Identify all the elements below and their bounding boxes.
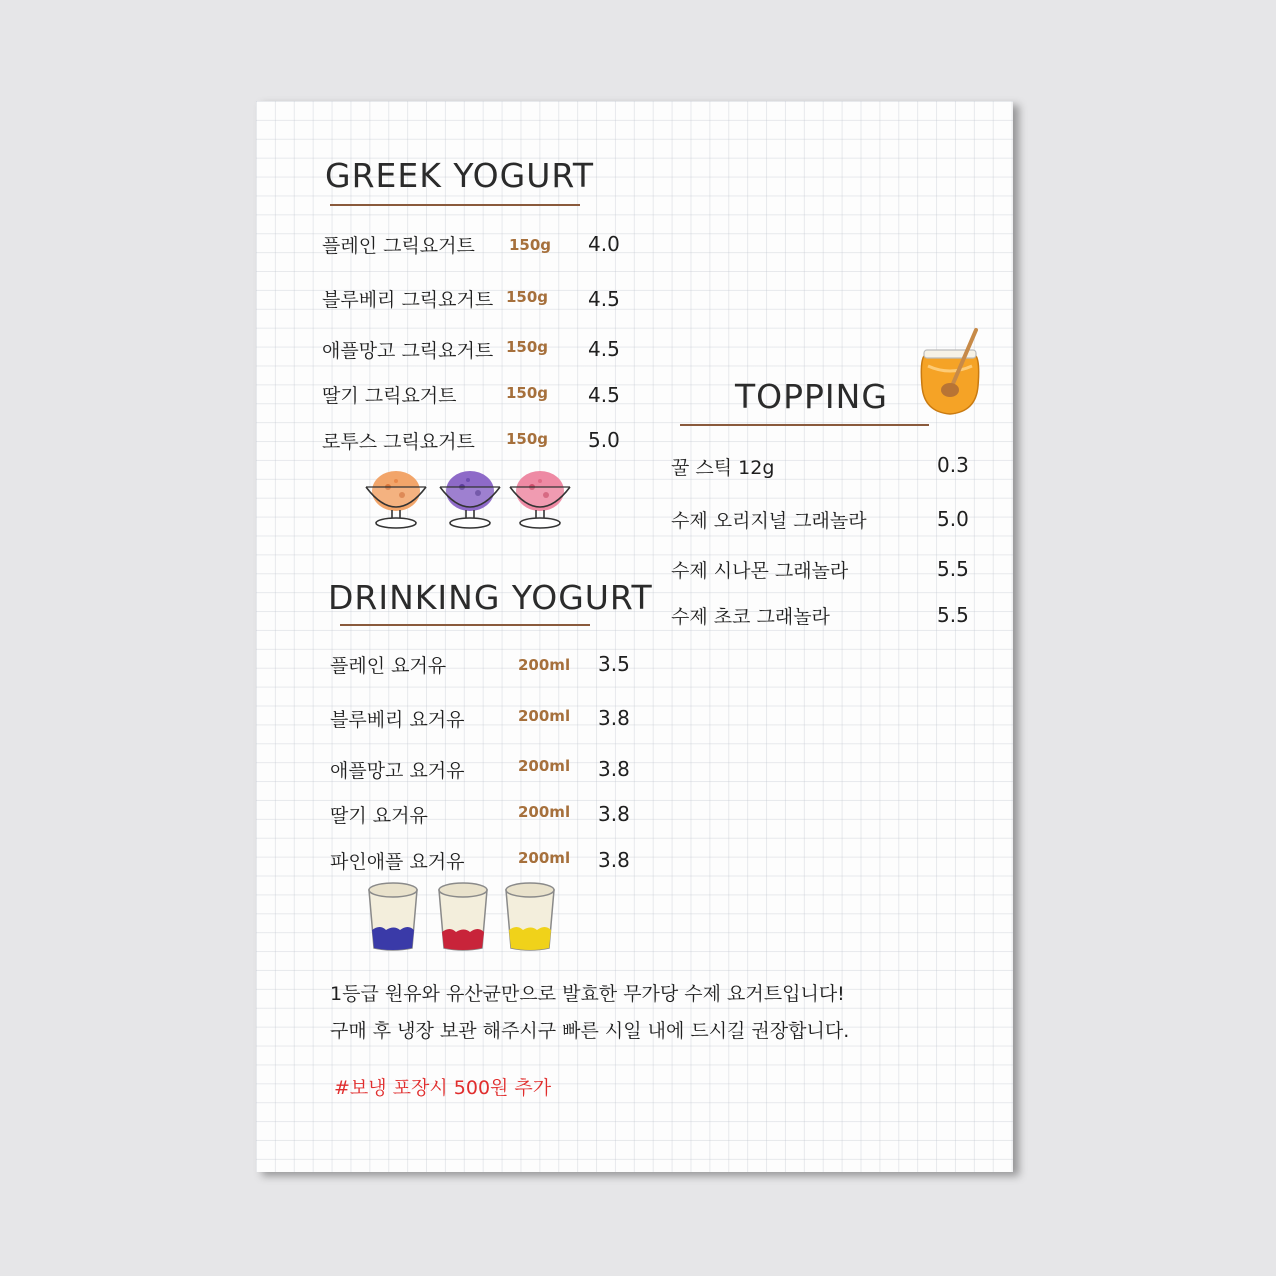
item-name: 플레인 그릭요거트 [322,235,475,257]
item-name: 플레인 요거유 [330,655,447,677]
item-amount: 150g [506,384,549,402]
item-name: 수제 오리지널 그래놀라 [671,510,867,532]
drink-cup-pineapple-icon [503,880,557,952]
item-price: 4.5 [588,383,620,407]
item-price: 0.3 [937,453,969,477]
item-price: 5.0 [937,507,969,531]
item-price: 3.8 [598,848,630,872]
topping-title: TOPPING [735,377,888,416]
item-name: 딸기 요거유 [330,805,428,827]
ice-cream-cup-orange-icon [362,463,432,531]
greek-title-underline [330,204,580,206]
item-price: 3.8 [598,757,630,781]
item-name: 블루베리 요거유 [330,709,465,731]
item-price: 3.8 [598,706,630,730]
drinking-yogurt-title: DRINKING YOGURT [328,578,653,617]
item-name: 로투스 그릭요거트 [322,431,475,453]
item-price: 5.5 [937,557,969,581]
item-amount: 200ml [518,656,571,674]
item-price: 5.0 [588,428,620,452]
item-price: 3.8 [598,802,630,826]
item-name: 꿀 스틱 12g [671,457,775,479]
note-line-2: 구매 후 냉장 보관 해주시구 빠른 시일 내에 드시길 권장합니다. [330,1020,850,1042]
item-name: 블루베리 그릭요거트 [322,289,494,311]
item-name: 애플망고 요거유 [330,760,465,782]
drink-cup-blueberry-icon [366,880,420,952]
greek-yogurt-title: GREEK YOGURT [325,156,595,195]
item-amount: 200ml [518,849,571,867]
item-price: 4.5 [588,337,620,361]
item-price: 4.5 [588,287,620,311]
item-name: 수제 시나몬 그래놀라 [671,560,849,582]
item-name: 수제 초코 그래놀라 [671,606,830,628]
item-price: 3.5 [598,652,630,676]
item-amount: 200ml [518,707,571,725]
delivery-notice: #보냉 포장시 500원 추가 [334,1077,552,1099]
ice-cream-cup-pink-icon [506,463,576,531]
item-name: 애플망고 그릭요거트 [322,340,494,362]
item-name: 딸기 그릭요거트 [322,385,457,407]
item-amount: 200ml [518,803,571,821]
honey-jar-icon [918,326,982,418]
item-amount: 200ml [518,757,571,775]
item-price: 4.0 [588,232,620,256]
item-name: 파인애플 요거유 [330,851,465,873]
menu-paper [256,101,1013,1172]
item-amount: 150g [506,430,549,448]
drink-cup-strawberry-icon [436,880,490,952]
drinking-title-underline [340,624,590,626]
note-line-1: 1등급 원유와 유산균만으로 발효한 무가당 수제 요거트입니다! [330,983,845,1005]
item-price: 5.5 [937,603,969,627]
ice-cream-cup-purple-icon [436,463,506,531]
item-amount: 150g [506,288,549,306]
item-amount: 150g [509,236,552,254]
item-amount: 150g [506,338,549,356]
topping-title-underline [680,424,929,426]
